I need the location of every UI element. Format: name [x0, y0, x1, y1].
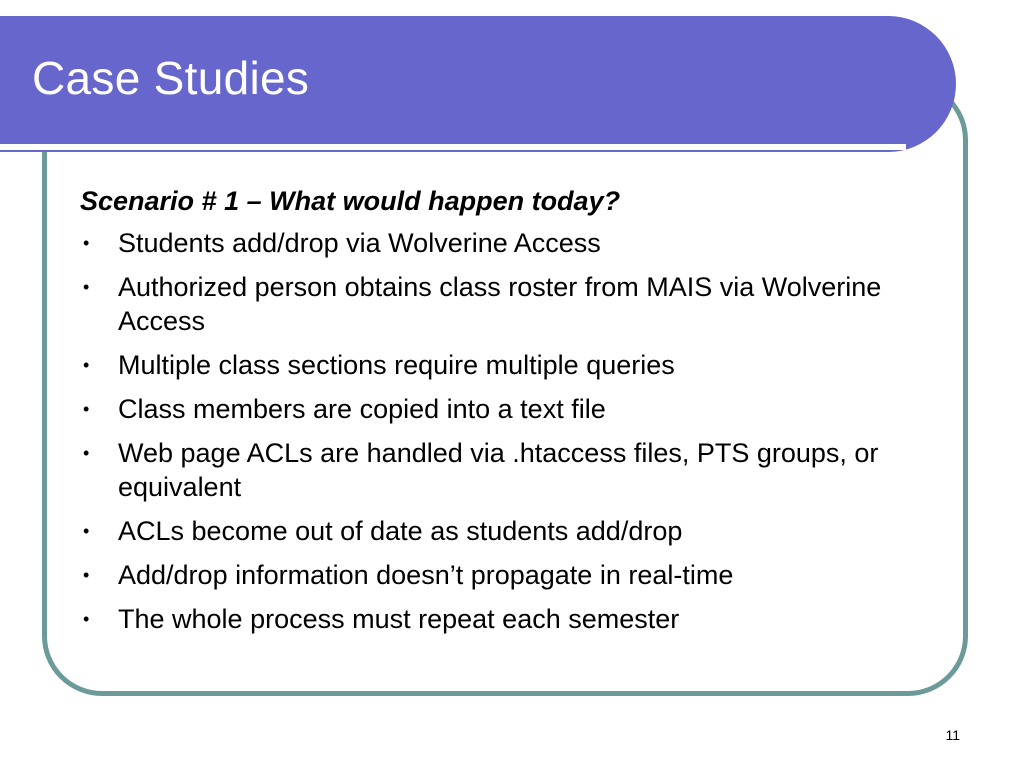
bullet-item [80, 436, 950, 504]
page-number: 11 [945, 727, 960, 743]
bullet-item [80, 558, 950, 592]
bullet-item [80, 270, 950, 338]
bullet-text: Authorized person obtains class roster from MAIS via Wolverine Access [118, 272, 882, 336]
scenario-heading: Scenario # 1 – What would happen today? [80, 186, 621, 216]
bullet-text: Multiple class sections require multiple queries [118, 350, 675, 380]
bullet-icon: • [83, 609, 90, 629]
bullet-text: The whole process must repeat each semester [118, 604, 680, 634]
bullet-icon: • [83, 443, 90, 463]
bullet-icon: • [83, 399, 90, 419]
slide-body [80, 182, 950, 646]
bullet-item [80, 348, 950, 382]
bullet-text: Students add/drop via Wolverine Access [118, 228, 601, 258]
bullet-icon: • [83, 355, 90, 375]
slide-title: Case Studies [32, 52, 310, 104]
bullet-text: ACLs become out of date as students add/drop [118, 516, 683, 546]
title-underline [0, 144, 906, 150]
bullet-item [80, 226, 950, 260]
bullet-item [80, 514, 950, 548]
bullet-icon: • [83, 277, 90, 297]
bullet-text: Add/drop information doesn’t propagate in real-time [118, 560, 734, 590]
bullet-item [80, 392, 950, 426]
bullet-icon: • [83, 565, 90, 585]
bullet-text: Web page ACLs are handled via .htaccess files, PTS groups, or equivalent [118, 438, 879, 502]
bullet-item [80, 602, 950, 636]
bullet-icon: • [83, 233, 90, 253]
bullet-icon: • [83, 521, 90, 541]
bullet-list [80, 226, 950, 636]
bullet-text: Class members are copied into a text file [118, 394, 606, 424]
